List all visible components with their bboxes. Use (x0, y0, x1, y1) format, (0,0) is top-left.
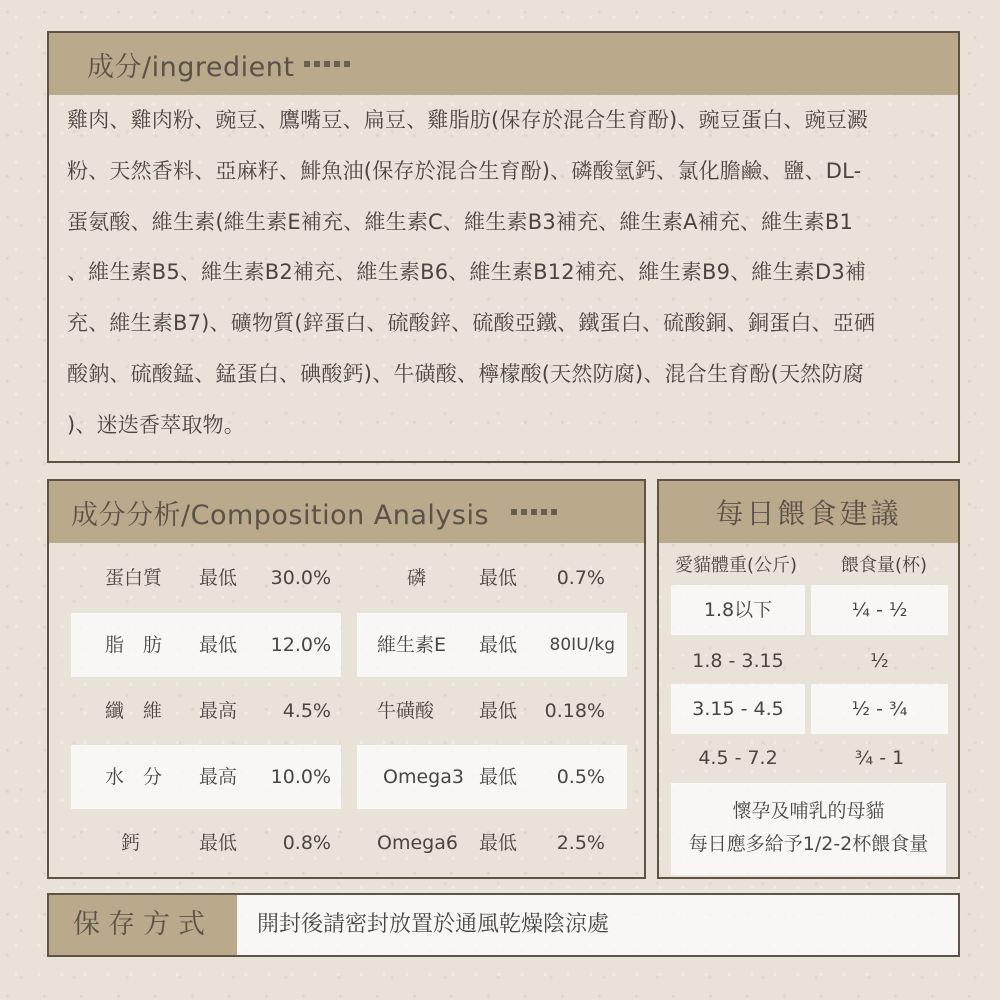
nutrient-value: 0.5% (556, 766, 605, 788)
nutrient-value: 0.18% (544, 700, 605, 722)
table-row (671, 684, 946, 736)
nutrient-qualifier: 最低 (199, 634, 238, 656)
nutrient-name: Omega6 (377, 832, 458, 854)
feeding-note-line: 懷孕及哺乳的母貓 (732, 800, 885, 822)
nutrient-value: 12.0% (270, 634, 331, 656)
storage-text: 開封後請密封放置於通風乾燥陰涼處 (257, 912, 610, 937)
ingredient-title: 成分/ingredient (87, 51, 295, 83)
ingredient-line: 粉、天然香料、亞麻籽、鯡魚油(保存於混合生育酚)、磷酸氫鈣、氯化膽鹼、鹽、DL- (67, 158, 862, 183)
weight-column-header: 愛貓體重(公斤) (675, 555, 798, 576)
feeding-note-line: 每日應多給予1/2-2杯餵食量 (688, 833, 929, 855)
storage-label: 保存方式 (49, 895, 237, 955)
table-row (357, 745, 627, 809)
nutrient-name: 鈣 (121, 832, 141, 854)
nutrient-name: Omega3 (383, 766, 464, 788)
ingredient-line: 雞肉、雞肉粉、豌豆、鷹嘴豆、扁豆、雞脂肪(保存於混合生育酚)、豌豆蛋白、豌豆澱 (67, 108, 869, 132)
feeding-panel (657, 479, 960, 879)
composition-table (49, 543, 644, 877)
table-row (357, 679, 627, 743)
weight-cell: 1.8以下 (671, 585, 805, 635)
nutrient-qualifier: 最低 (479, 700, 518, 722)
nutrient-name: 脂 肪 (105, 634, 163, 656)
amount-cell: ¾ - 1 (854, 747, 905, 769)
ingredient-line: 充、維生素B7)、礦物質(鋅蛋白、硫酸鋅、硫酸亞鐵、鐵蛋白、硫酸銅、銅蛋白、亞硒 (67, 311, 876, 336)
composition-title: 成分分析/Composition Analysis (71, 499, 490, 531)
composition-header (49, 481, 644, 543)
nutrient-qualifier: 最低 (479, 766, 518, 788)
nutrient-value: 4.5% (282, 700, 331, 722)
nutrient-name: 纖 維 (105, 700, 163, 722)
nutrient-name: 磷 (407, 567, 427, 589)
ingredient-panel (47, 31, 960, 463)
table-row (671, 636, 946, 688)
weight-cell: 3.15 - 4.5 (671, 684, 805, 734)
amount-cell: ½ (870, 650, 889, 672)
decorative-dots (304, 61, 350, 67)
nutrient-qualifier: 最高 (199, 700, 238, 722)
nutrient-value: 80IU/kg (549, 635, 615, 655)
weight-cell: 4.5 - 7.2 (698, 747, 778, 769)
nutrient-name: 水 分 (105, 766, 163, 788)
ingredient-text (67, 95, 948, 451)
ingredient-line: )、迷迭香萃取物。 (67, 412, 245, 437)
ingredient-line: 酸鈉、硫酸錳、錳蛋白、碘酸鈣)、牛磺酸、檸檬酸(天然防腐)、混合生育酚(天然防腐 (67, 361, 864, 386)
nutrient-qualifier: 最低 (479, 567, 518, 589)
table-row (71, 745, 341, 809)
nutrient-qualifier: 最高 (199, 766, 238, 788)
nutrient-value: 2.5% (556, 832, 605, 854)
amount-cell: ½ - ¾ (811, 684, 948, 734)
amount-column-header: 餵食量(杯) (841, 555, 928, 576)
table-row (71, 679, 341, 743)
table-row (71, 546, 341, 610)
nutrient-name: 牛磺酸 (377, 700, 435, 722)
table-row (71, 811, 341, 875)
ingredient-line: 蛋氨酸、維生素(維生素E補充、維生素C、維生素B3補充、維生素A補充、維生素B1 (67, 209, 854, 234)
table-row (671, 733, 946, 785)
nutrient-qualifier: 最低 (199, 567, 238, 589)
nutrient-value: 30.0% (270, 567, 331, 589)
table-row (357, 613, 627, 677)
decorative-dots (511, 509, 557, 515)
feeding-header (659, 481, 958, 543)
table-row (71, 613, 341, 677)
table-row (357, 546, 627, 610)
feeding-title: 每日餵食建議 (715, 497, 902, 530)
amount-cell: ¼ - ½ (811, 585, 948, 635)
nutrient-value: 0.7% (556, 567, 605, 589)
ingredient-header (49, 33, 958, 95)
nutrient-value: 0.8% (282, 832, 331, 854)
weight-cell: 1.8 - 3.15 (692, 650, 784, 672)
nutrient-qualifier: 最低 (479, 832, 518, 854)
feeding-note (671, 783, 946, 875)
nutrient-name: 維生素E (377, 634, 447, 656)
nutrient-name: 蛋白質 (105, 567, 163, 589)
nutrient-qualifier: 最低 (479, 634, 518, 656)
table-row (671, 585, 946, 637)
nutrient-qualifier: 最低 (199, 832, 238, 854)
storage-panel (47, 893, 960, 957)
ingredient-line: 、維生素B5、維生素B2補充、維生素B6、維生素B12補充、維生素B9、維生素D3補 (67, 260, 867, 285)
composition-panel (47, 479, 646, 879)
table-row (357, 811, 627, 875)
nutrient-value: 10.0% (270, 766, 331, 788)
